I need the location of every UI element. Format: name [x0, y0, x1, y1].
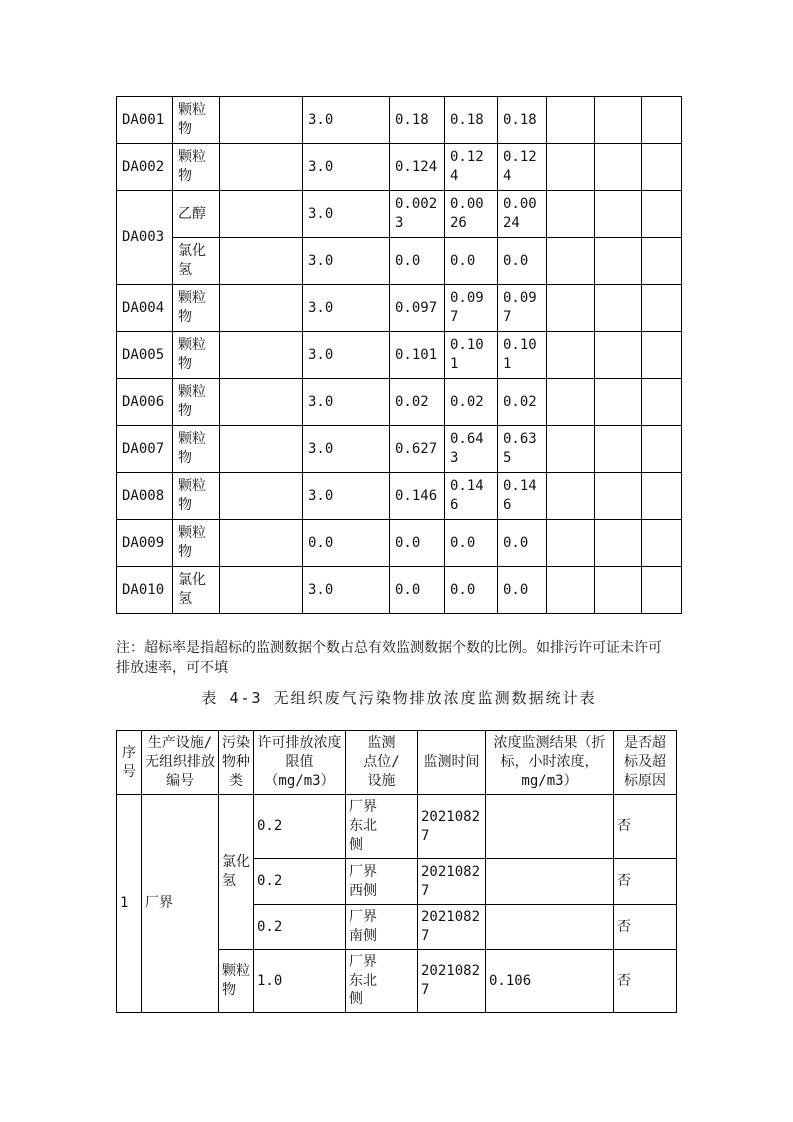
value-cell: 0.0	[498, 520, 547, 567]
page-content	[116, 96, 682, 1013]
empty-cell	[220, 238, 303, 285]
empty-cell	[220, 473, 303, 520]
empty-cell	[595, 332, 642, 379]
empty-cell	[642, 191, 682, 238]
limit-cell: 0.2	[254, 905, 346, 950]
value-cell: 0.627	[390, 426, 445, 473]
monitor-point-label: 厂界西侧	[349, 863, 377, 899]
outlet-id-cell: DA004	[117, 285, 173, 332]
empty-cell	[642, 332, 682, 379]
exceed-cell: 否	[614, 795, 677, 859]
monitor-point-label: 厂界东北侧	[349, 799, 377, 853]
empty-cell	[595, 191, 642, 238]
empty-cell	[595, 520, 642, 567]
empty-cell	[595, 285, 642, 332]
limit-cell: 0.2	[254, 859, 346, 905]
value-cell: 0.0	[498, 567, 547, 614]
limit-cell: 3.0	[303, 191, 390, 238]
empty-cell	[220, 191, 303, 238]
monitor-point-label: 厂界东北侧	[349, 953, 377, 1008]
pollutant-cell: 颗粒物	[173, 144, 220, 191]
value-cell: 0.097	[390, 285, 445, 332]
empty-cell	[547, 473, 595, 520]
exceed-cell: 否	[614, 859, 677, 905]
value-cell: 0.0024	[498, 191, 547, 238]
header-exceed-label: 是否超标及超标原因	[624, 735, 666, 789]
empty-cell	[642, 285, 682, 332]
pollutant-cell: 氯化氢	[173, 238, 220, 285]
limit-cell: 1.0	[254, 950, 346, 1013]
empty-cell	[547, 332, 595, 379]
table-row	[117, 473, 682, 520]
table-row	[117, 191, 682, 238]
empty-cell	[547, 426, 595, 473]
empty-cell	[547, 191, 595, 238]
empty-cell	[547, 97, 595, 144]
value-cell: 0.0	[445, 238, 498, 285]
header-limit: 许可排放浓度限值（mg/m3）	[254, 731, 346, 795]
empty-cell	[547, 567, 595, 614]
table-row	[117, 97, 682, 144]
empty-cell	[220, 97, 303, 144]
note-text: 注：超标率是指超标的监测数据个数占总有效监测数据个数的比例。如排污许可证未许可排放速率，可不填	[116, 640, 662, 676]
empty-cell	[642, 144, 682, 191]
result-cell	[486, 905, 614, 950]
value-cell: 0.02	[498, 379, 547, 426]
value-cell: 0.18	[498, 97, 547, 144]
empty-cell	[642, 473, 682, 520]
facility-cell: 厂界	[142, 795, 219, 1013]
value-cell: 0.097	[445, 285, 498, 332]
value-cell: 0.635	[498, 426, 547, 473]
limit-cell: 3.0	[303, 97, 390, 144]
result-cell	[486, 795, 614, 859]
pollutant-cell: 颗粒物	[173, 97, 220, 144]
value-cell: 0.643	[445, 426, 498, 473]
pollutant-cell: 颗粒物	[219, 950, 254, 1013]
result-cell	[486, 859, 614, 905]
monitor-time-cell: 20210827	[418, 905, 486, 950]
pollutant-cell: 颗粒物	[173, 473, 220, 520]
empty-cell	[220, 379, 303, 426]
table-row	[117, 379, 682, 426]
outlet-id-cell: DA008	[117, 473, 173, 520]
value-cell: 0.146	[390, 473, 445, 520]
table-header-row	[117, 731, 677, 795]
empty-cell	[642, 520, 682, 567]
pollutant-cell: 颗粒物	[173, 332, 220, 379]
header-exceed	[614, 731, 677, 795]
monitor-time-cell: 20210827	[418, 950, 486, 1013]
value-cell: 0.101	[445, 332, 498, 379]
empty-cell	[595, 379, 642, 426]
value-cell: 0.0	[445, 520, 498, 567]
pollutant-cell: 乙醇	[173, 191, 220, 238]
pollutant-cell: 氯化氢	[219, 795, 254, 950]
empty-cell	[220, 144, 303, 191]
table-row	[117, 795, 677, 859]
value-cell: 0.0	[390, 520, 445, 567]
header-facility: 生产设施/无组织排放编号	[142, 731, 219, 795]
pollutant-cell: 颗粒物	[173, 426, 220, 473]
pollutant-cell: 颗粒物	[173, 285, 220, 332]
pollutant-cell: 颗粒物	[173, 520, 220, 567]
fugitive-emission-table	[116, 730, 677, 1013]
header-monitor-time: 监测时间	[418, 731, 486, 795]
empty-cell	[642, 379, 682, 426]
outlet-id-cell: DA007	[117, 426, 173, 473]
table-row	[117, 285, 682, 332]
table-row	[117, 332, 682, 379]
table-row	[117, 567, 682, 614]
limit-cell: 3.0	[303, 144, 390, 191]
value-cell: 0.101	[498, 332, 547, 379]
outlet-id-cell: DA002	[117, 144, 173, 191]
pollutant-cell: 氯化氢	[173, 567, 220, 614]
empty-cell	[547, 238, 595, 285]
empty-cell	[220, 426, 303, 473]
table-row	[117, 426, 682, 473]
limit-cell: 3.0	[303, 567, 390, 614]
table-row	[117, 520, 682, 567]
limit-cell: 3.0	[303, 426, 390, 473]
header-pollutant: 污染物种类	[219, 731, 254, 795]
outlet-id-cell: DA010	[117, 567, 173, 614]
outlet-id-cell: DA005	[117, 332, 173, 379]
empty-cell	[547, 285, 595, 332]
empty-cell	[642, 97, 682, 144]
limit-cell: 3.0	[303, 285, 390, 332]
seq-cell: 1	[117, 795, 142, 1013]
empty-cell	[595, 426, 642, 473]
empty-cell	[220, 285, 303, 332]
empty-cell	[547, 520, 595, 567]
value-cell: 0.146	[498, 473, 547, 520]
value-cell: 0.02	[390, 379, 445, 426]
exceed-cell: 否	[614, 905, 677, 950]
stack-emission-table	[116, 96, 682, 614]
value-cell: 0.124	[498, 144, 547, 191]
limit-cell: 3.0	[303, 238, 390, 285]
limit-cell: 3.0	[303, 332, 390, 379]
empty-cell	[642, 426, 682, 473]
limit-cell: 3.0	[303, 473, 390, 520]
empty-cell	[547, 379, 595, 426]
limit-cell: 3.0	[303, 379, 390, 426]
header-monitor-point-label: 监测点位/设施	[363, 735, 400, 789]
empty-cell	[595, 238, 642, 285]
header-seq: 序号	[117, 731, 142, 795]
value-cell: 0.0	[390, 567, 445, 614]
value-cell: 0.146	[445, 473, 498, 520]
outlet-id-cell: DA001	[117, 97, 173, 144]
outlet-id-cell: DA003	[117, 191, 173, 285]
table-row	[117, 144, 682, 191]
monitor-point-cell	[346, 905, 418, 950]
monitor-point-cell	[346, 859, 418, 905]
header-result: 浓度监测结果（折标，小时浓度，mg/m3）	[486, 731, 614, 795]
monitor-point-cell	[346, 950, 418, 1013]
exceed-cell: 否	[614, 950, 677, 1013]
result-cell: 0.106	[486, 950, 614, 1013]
empty-cell	[220, 567, 303, 614]
monitor-point-label: 厂界南侧	[349, 909, 377, 944]
empty-cell	[642, 238, 682, 285]
value-cell: 0.124	[390, 144, 445, 191]
limit-cell: 0.0	[303, 520, 390, 567]
empty-cell	[595, 97, 642, 144]
value-cell: 0.0	[445, 567, 498, 614]
header-monitor-point	[346, 731, 418, 795]
empty-cell	[595, 144, 642, 191]
monitor-point-cell	[346, 795, 418, 859]
value-cell: 0.0	[390, 238, 445, 285]
value-cell: 0.02	[445, 379, 498, 426]
value-cell: 0.18	[390, 97, 445, 144]
limit-cell: 0.2	[254, 795, 346, 859]
monitor-time-cell: 20210827	[418, 795, 486, 859]
value-cell: 0.0026	[445, 191, 498, 238]
table-row	[117, 238, 682, 285]
outlet-id-cell: DA009	[117, 520, 173, 567]
monitor-time-cell: 20210827	[418, 859, 486, 905]
empty-cell	[220, 520, 303, 567]
empty-cell	[642, 567, 682, 614]
empty-cell	[595, 567, 642, 614]
value-cell: 0.0023	[390, 191, 445, 238]
value-cell: 0.101	[390, 332, 445, 379]
value-cell: 0.0	[498, 238, 547, 285]
value-cell: 0.124	[445, 144, 498, 191]
table-4-3-title: 表 4-3 无组织废气污染物排放浓度监测数据统计表	[201, 689, 597, 707]
empty-cell	[220, 332, 303, 379]
empty-cell	[547, 144, 595, 191]
outlet-id-cell: DA006	[117, 379, 173, 426]
empty-cell	[595, 473, 642, 520]
value-cell: 0.18	[445, 97, 498, 144]
pollutant-cell: 颗粒物	[173, 379, 220, 426]
value-cell: 0.097	[498, 285, 547, 332]
